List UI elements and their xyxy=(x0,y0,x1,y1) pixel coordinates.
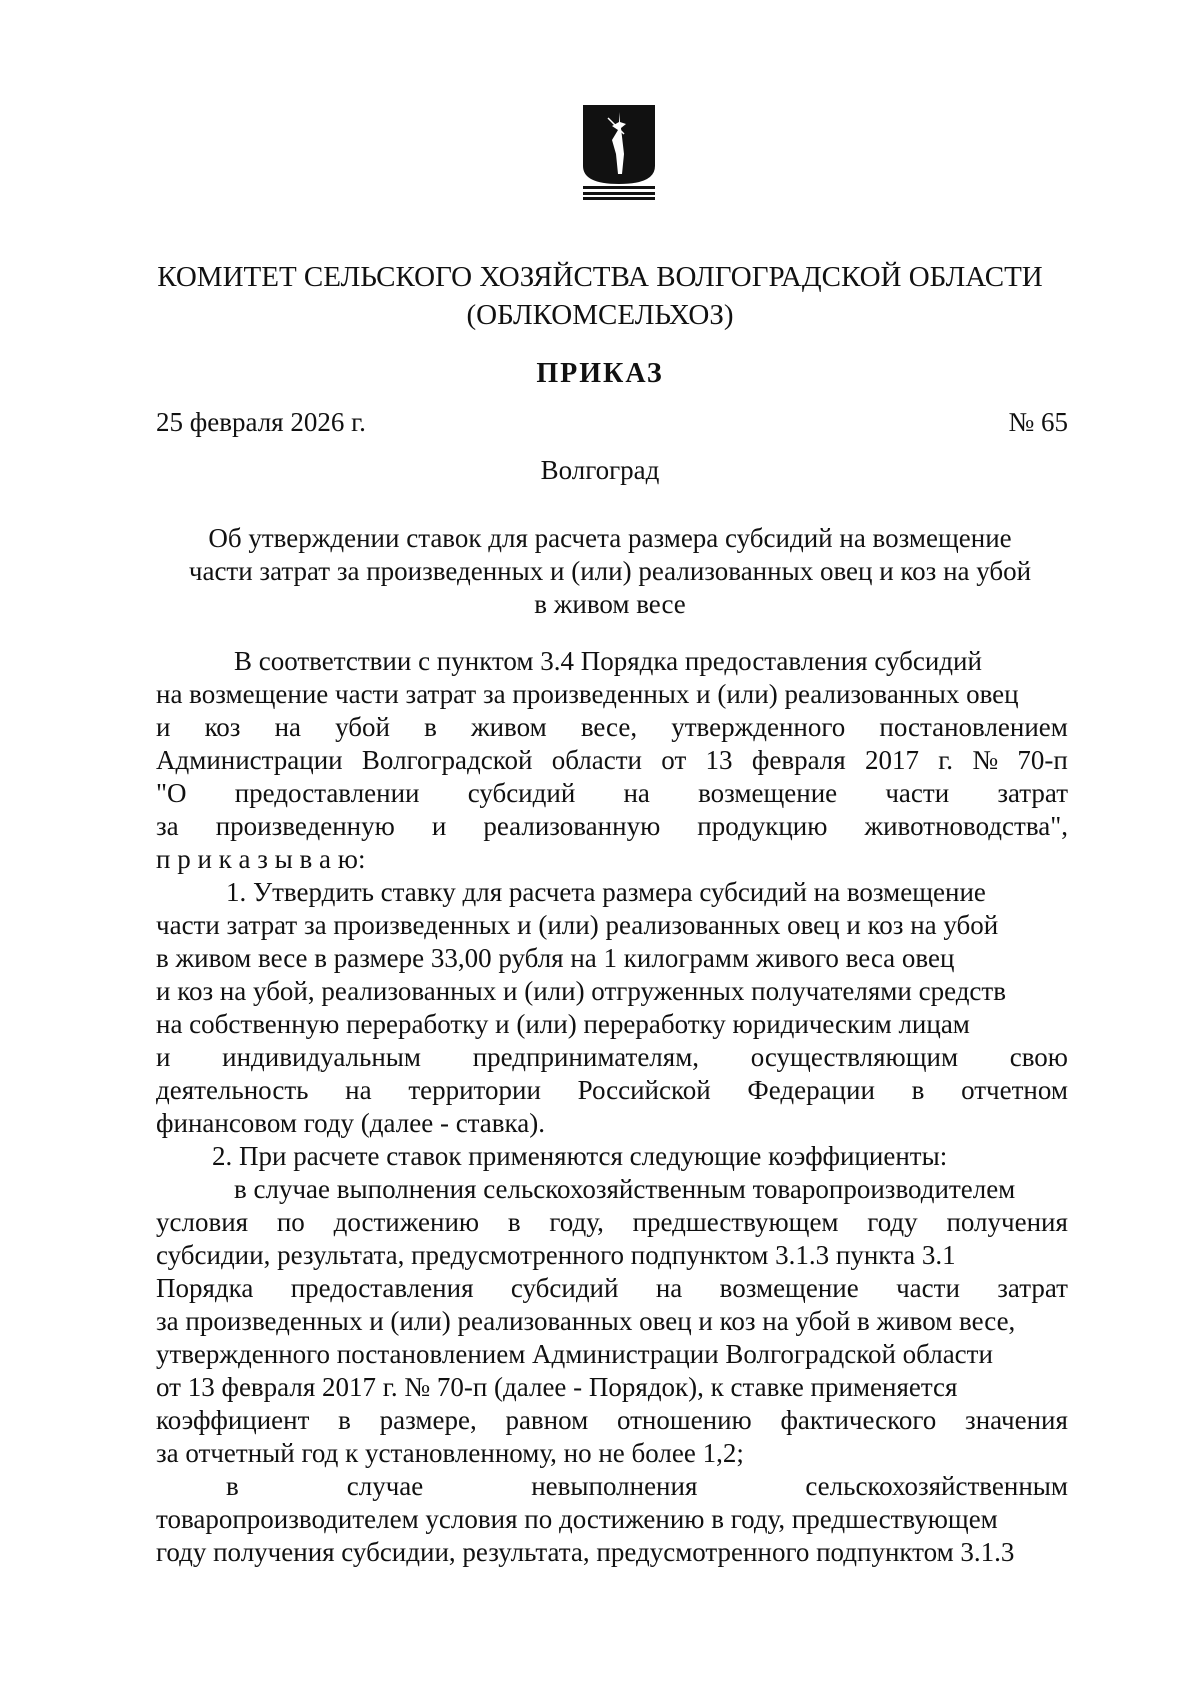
word: в xyxy=(338,1405,351,1435)
word: г. xyxy=(938,745,954,775)
document-city: Волгоград xyxy=(540,455,660,485)
word: реализованную xyxy=(483,811,661,841)
word: предоставления xyxy=(290,1273,474,1303)
body-line: на возмещение части затрат за произведенных и (или) реализованных овец xyxy=(156,679,1019,709)
body-line: и коз на убой, реализованных и (или) отгруженных получателями средств xyxy=(156,976,1006,1006)
word: значения xyxy=(965,1405,1068,1435)
word: субсидий xyxy=(510,1273,619,1303)
word: размере, xyxy=(379,1405,477,1435)
document-title xyxy=(160,522,1060,621)
word: за xyxy=(156,811,179,841)
word: 70-п xyxy=(1017,745,1068,775)
body-line: субсидии, результата, предусмотренного подпунктом 3.1.3 пункта 3.1 xyxy=(156,1240,956,1270)
body-line xyxy=(156,1074,1068,1107)
document-type: ПРИКАЗ xyxy=(536,358,664,389)
document-number: № 65 xyxy=(1008,407,1068,437)
word: предшествующем xyxy=(632,1207,839,1237)
title-line: в живом весе xyxy=(534,589,686,619)
word: отчетном xyxy=(961,1075,1068,1105)
word: деятельность xyxy=(156,1075,309,1105)
body-line xyxy=(156,711,1068,744)
word: 13 xyxy=(705,745,733,775)
body-line: В соответствии с пунктом 3.4 Порядка предоставления субсидий xyxy=(234,646,982,676)
body-line: на собственную переработку и (или) переработку юридическим лицам xyxy=(156,1009,970,1039)
body-line: утвержденного постановлением Администрации Волгоградской области xyxy=(156,1339,993,1369)
body-line: товаропроизводителем условия по достижению в году, предшествующем xyxy=(156,1504,998,1534)
word: и xyxy=(431,811,447,841)
word: в xyxy=(226,1471,239,1501)
word: невыполнения xyxy=(531,1471,698,1501)
word: Волгоградской xyxy=(361,745,533,775)
word: утвержденного xyxy=(671,712,846,742)
word: Федерации xyxy=(747,1075,875,1105)
body-line xyxy=(156,1041,1068,1074)
word: в xyxy=(911,1075,925,1105)
body-line: в случае выполнения сельскохозяйственным товаропроизводителем xyxy=(234,1174,1016,1204)
word: Российской xyxy=(577,1075,711,1105)
word: части xyxy=(896,1273,960,1303)
body-line xyxy=(156,744,1068,777)
word: достижению xyxy=(333,1207,480,1237)
body-line xyxy=(226,1470,1068,1503)
body-line: в живом весе в размере 33,00 рубля на 1 килограмм живого веса овец xyxy=(156,943,955,973)
word: году, xyxy=(549,1207,604,1237)
word: Администрации xyxy=(156,745,343,775)
word: условия xyxy=(156,1207,249,1237)
organization-name: КОМИТЕТ СЕЛЬСКОГО ХОЗЯЙСТВА ВОЛГОГРАДСКОЙ ОБЛАСТИ xyxy=(157,261,1043,293)
organization-abbreviation: (ОБЛКОМСЕЛЬХОЗ) xyxy=(466,299,734,331)
word: фактического xyxy=(780,1405,937,1435)
document-date: 25 февраля 2026 г. xyxy=(156,407,366,437)
title-line: части затрат за произведенных и (или) реализованных овец и коз на убой xyxy=(188,556,1032,586)
body-line: 2. При расчете ставок применяются следующие коэффициенты: xyxy=(212,1141,948,1171)
word: произведенную xyxy=(215,811,395,841)
coat-of-arms-icon xyxy=(582,104,656,200)
word: убой xyxy=(335,712,390,742)
word: и xyxy=(156,712,171,742)
word: от xyxy=(661,745,687,775)
word: получения xyxy=(946,1207,1068,1237)
word: году xyxy=(867,1207,918,1237)
word: продукцию xyxy=(697,811,828,841)
word: затрат xyxy=(997,778,1068,808)
body-line xyxy=(156,1272,1068,1305)
word: в xyxy=(507,1207,521,1237)
word: на xyxy=(623,778,650,808)
word: части xyxy=(885,778,950,808)
body-line: финансовом году (далее - ставка). xyxy=(156,1108,545,1138)
word: и xyxy=(156,1042,171,1072)
body-line: за произведенных и (или) реализованных овец и коз на убой в живом весе, xyxy=(156,1306,1016,1336)
title-line: Об утверждении ставок для расчета размера субсидий на возмещение xyxy=(208,523,1012,553)
word: февраля xyxy=(751,745,846,775)
word: возмещение xyxy=(698,778,838,808)
body-line: части затрат за произведенных и (или) реализованных овец и коз на убой xyxy=(156,910,999,940)
word: "О xyxy=(156,778,187,808)
word: постановлением xyxy=(879,712,1068,742)
body-line: за отчетный год к установленному, но не более 1,2; xyxy=(156,1438,744,1468)
word: коз xyxy=(204,712,241,742)
body-line xyxy=(156,1404,1068,1437)
body-line xyxy=(156,810,1068,843)
word: Порядка xyxy=(156,1273,254,1303)
word: территории xyxy=(408,1075,541,1105)
word: субсидий xyxy=(467,778,576,808)
word: свою xyxy=(1009,1042,1068,1072)
word: области xyxy=(551,745,642,775)
word: животноводства", xyxy=(864,811,1068,841)
word: на xyxy=(345,1075,372,1105)
word: сельскохозяйственным xyxy=(805,1471,1068,1501)
word: № xyxy=(972,745,999,775)
body-line: от 13 февраля 2017 г. № 70-п (далее - Порядок), к ставке применяется xyxy=(156,1372,958,1402)
word: индивидуальным xyxy=(222,1042,422,1072)
word: живом xyxy=(470,712,547,742)
word: 2017 xyxy=(864,745,919,775)
word: случае xyxy=(346,1471,424,1501)
word: коэффициент xyxy=(156,1405,310,1435)
word: предпринимателям, xyxy=(472,1042,700,1072)
word: отношению xyxy=(616,1405,752,1435)
word: по xyxy=(276,1207,305,1237)
word: равном xyxy=(505,1405,589,1435)
body-line: п р и к а з ы в а ю: xyxy=(156,844,366,874)
word: весе, xyxy=(580,712,638,742)
word: в xyxy=(424,712,437,742)
word: осуществляющим xyxy=(750,1042,959,1072)
body-line xyxy=(156,777,1068,810)
body-line: году получения субсидии, результата, предусмотренного подпунктом 3.1.3 xyxy=(156,1537,1015,1567)
word: предоставлении xyxy=(234,778,420,808)
word: затрат xyxy=(997,1273,1068,1303)
word: возмещение xyxy=(719,1273,859,1303)
body-line: 1. Утвердить ставку для расчета размера субсидий на возмещение xyxy=(226,877,986,907)
word: на xyxy=(274,712,302,742)
word: на xyxy=(655,1273,683,1303)
body-line xyxy=(156,1206,1068,1239)
